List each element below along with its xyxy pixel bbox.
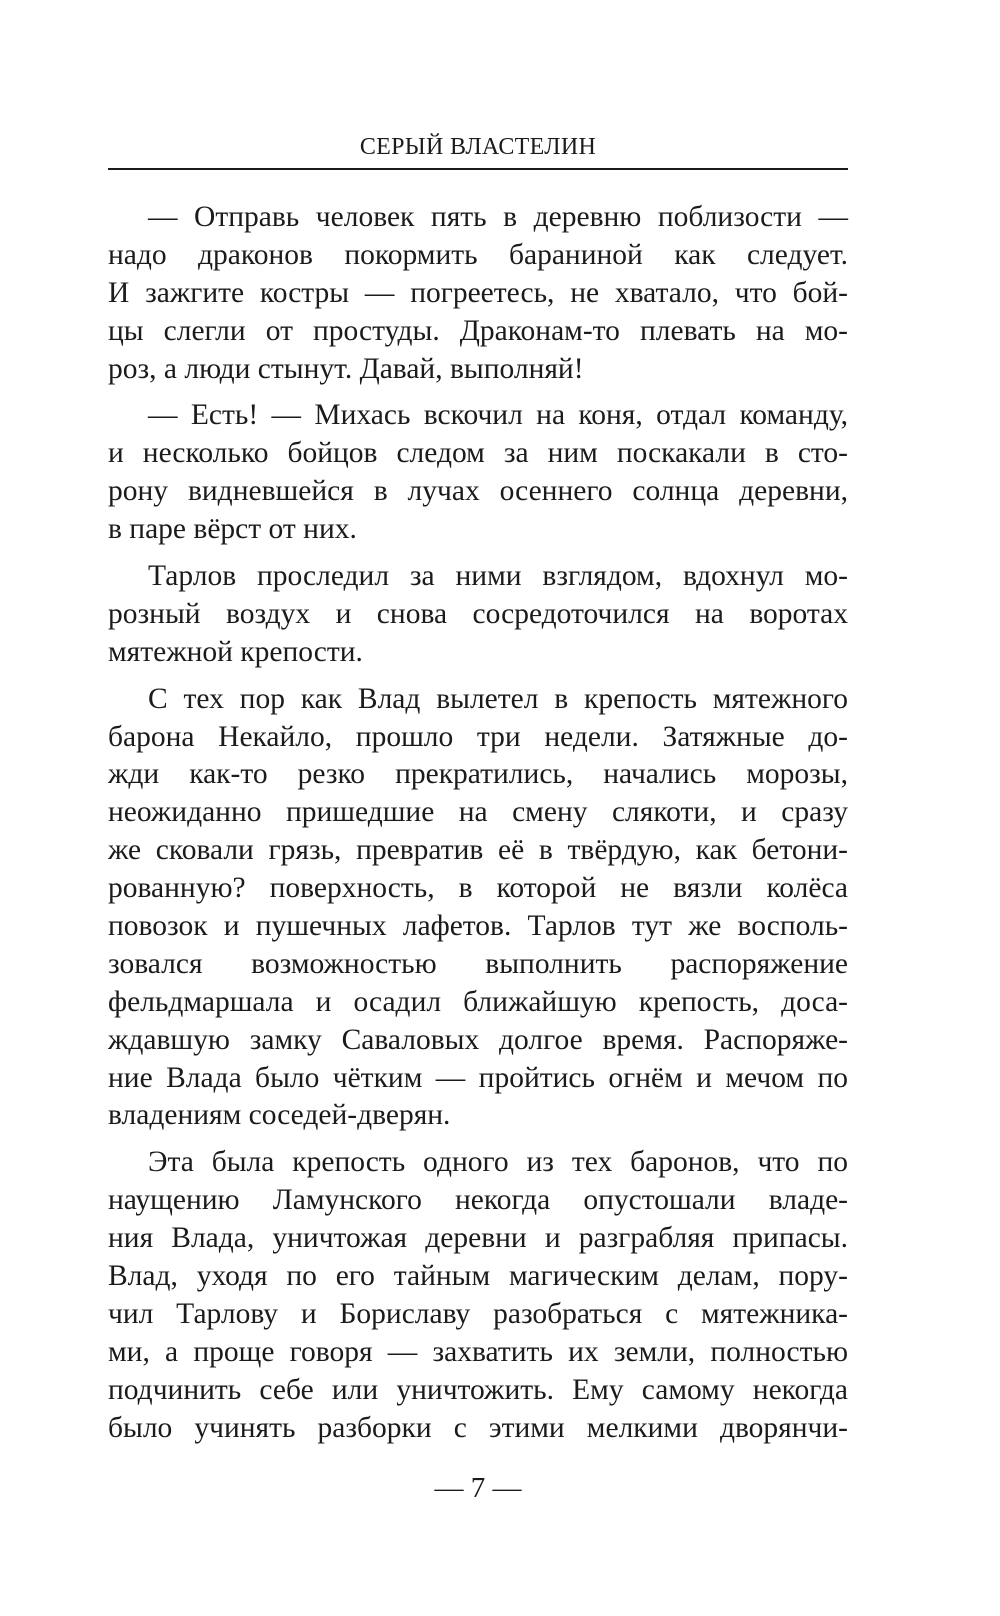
paragraph <box>108 199 848 388</box>
text-line: же сковали грязь, превратив её в твёрдую, как бетони- <box>108 834 848 867</box>
text-line: И зажгите костры — погреетесь, не хватало, что бой- <box>108 276 848 309</box>
text-line: в паре вёрст от них. <box>108 513 357 546</box>
text-line: рону видневшейся в лучах осеннего солнца деревни, <box>108 475 848 508</box>
body-text <box>108 199 848 1457</box>
text-line: подчинить себе или уничтожить. Ему самому некогда <box>108 1373 848 1406</box>
text-line: чил Тарлову и Бориславу разобраться с мятежника- <box>108 1297 848 1330</box>
running-header: СЕРЫЙ ВЛАСТЕЛИН <box>359 134 597 160</box>
text-line: владениям соседей-дверян. <box>108 1099 451 1132</box>
paragraph <box>108 1144 848 1447</box>
text-line: ния Влада, уничтожая деревни и разграбляя припасы. <box>108 1222 848 1255</box>
text-line: зовался возможностью выполнить распоряжение <box>108 947 848 980</box>
text-line: цы слегли от простуды. Драконам-то плевать на мо- <box>108 314 848 347</box>
header-rule <box>108 168 848 170</box>
text-line: жди как-то резко прекратились, начались морозы, <box>108 758 848 791</box>
text-line: Влад, уходя по его тайным магическим делам, пору- <box>108 1260 848 1293</box>
text-line: повозок и пушечных лафетов. Тарлов тут же восполь- <box>108 910 848 943</box>
text-line: барона Некайло, прошло три недели. Затяжные до- <box>108 720 848 753</box>
page-number: — 7 — <box>434 1472 522 1504</box>
text-line: мятежной крепости. <box>108 635 363 668</box>
text-line: — Есть! — Михась вскочил на коня, отдал команду, <box>148 399 848 432</box>
text-line: роз, а люди стынут. Давай, выполняй! <box>108 352 584 385</box>
text-line: Тарлов проследил за ними взглядом, вдохнул мо- <box>148 560 848 593</box>
text-line: ние Влада было чётким — пройтись огнём и мечом по <box>108 1061 848 1094</box>
text-line: ждавшую замку Саваловых долгое время. Распоряже- <box>108 1023 848 1056</box>
text-line: ми, а проще говоря — захватить их земли, полностью <box>108 1335 848 1368</box>
text-line: неожиданно пришедшие на смену слякоти, и сразу <box>108 796 848 829</box>
text-line: фельдмаршала и осадил ближайшую крепость, доса- <box>108 985 848 1018</box>
paragraph <box>108 397 848 549</box>
text-line: наущению Ламунского некогда опустошали владе- <box>108 1184 848 1217</box>
paragraph <box>108 681 848 1136</box>
text-line: — Отправь человек пять в деревню поблизости — <box>148 201 848 233</box>
text-line: было учинять разборки с этими мелкими дворянчи- <box>108 1411 848 1444</box>
text-line: Эта была крепость одного из тех баронов, что по <box>148 1146 848 1179</box>
text-line: розный воздух и снова сосредоточился на воротах <box>108 597 848 630</box>
text-line: надо драконов покормить бараниной как следует. <box>108 238 848 271</box>
text-line: С тех пор как Влад вылетел в крепость мятежного <box>148 682 848 715</box>
text-line: рованную? поверхность, в которой не вязли колёса <box>108 872 848 905</box>
paragraph <box>108 558 848 672</box>
text-line: и несколько бойцов следом за ним поскакали в сто- <box>108 437 848 470</box>
